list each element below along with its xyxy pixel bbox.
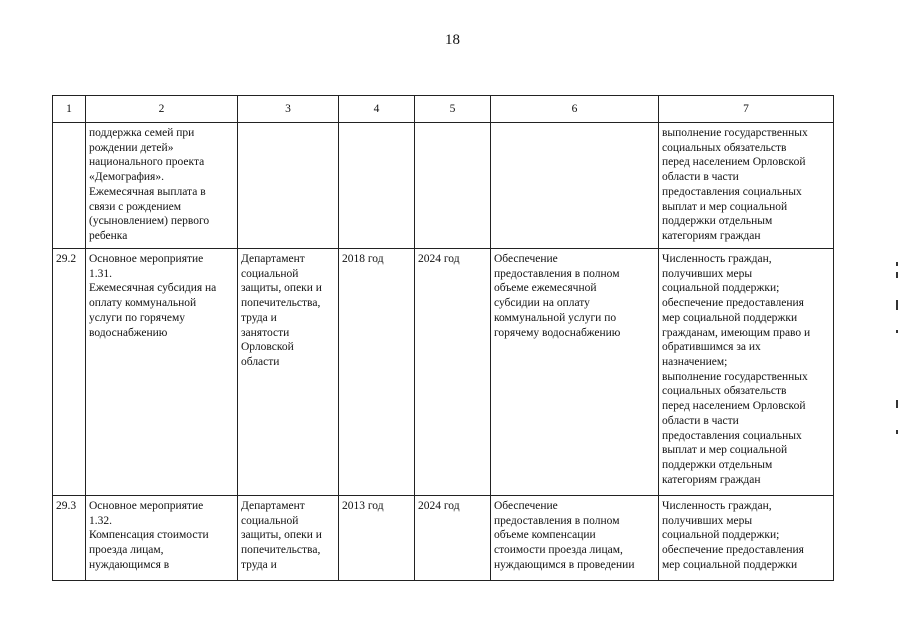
measure-name-line: водоснабжению xyxy=(89,326,168,339)
cell-end-year: 2024 год xyxy=(415,249,491,496)
measure-name-line: поддержка семей при xyxy=(89,127,195,139)
header-col-3: 3 xyxy=(238,96,339,123)
cell-executor xyxy=(238,249,339,496)
cell-indicator xyxy=(659,496,834,581)
indicator-line: выполнение государственных xyxy=(662,127,808,139)
indicator-line: социальной поддержки; xyxy=(662,282,780,295)
measure-name-line: Основное мероприятие xyxy=(89,500,204,512)
page-number: 18 xyxy=(445,32,460,48)
cell-measure-name xyxy=(86,496,238,581)
expected-result-line: горячему водоснабжению xyxy=(494,326,621,339)
measure-name-line: нуждающимся в xyxy=(89,558,170,571)
executor-line: труда и xyxy=(241,311,277,324)
indicator-line: области в части xyxy=(662,171,739,184)
indicator-line: Численность граждан, xyxy=(662,500,772,512)
measure-name-line: связи с рождением xyxy=(89,200,182,213)
indicator-line: социальных обязательств xyxy=(662,141,787,154)
indicator-line: поддержки отдельным xyxy=(662,459,773,472)
expected-result-line: Обеспечение xyxy=(494,500,558,512)
cell-expected-result xyxy=(491,249,659,496)
header-col-4: 4 xyxy=(339,96,415,123)
executor-line: защиты, опеки и xyxy=(241,529,322,542)
measure-name-line: рождении детей» xyxy=(89,141,174,154)
cell-measure-name xyxy=(86,123,238,249)
indicator-line: перед населением Орловской xyxy=(662,156,806,169)
header-row xyxy=(53,96,834,123)
expected-result-line: субсидии на оплату xyxy=(494,297,590,310)
indicator-line: мер социальной поддержки xyxy=(662,311,798,324)
indicator-line: перед населением Орловской xyxy=(662,400,806,413)
header-col-7: 7 xyxy=(659,96,834,123)
measure-name-line: (усыновлением) первого xyxy=(89,215,210,228)
expected-result-line: объеме ежемесячной xyxy=(494,282,597,295)
executor-line: Департамент xyxy=(241,500,305,512)
cell-row-number: 29.2 xyxy=(53,249,86,496)
executor-line: Департамент xyxy=(241,253,305,265)
cell-row-number xyxy=(53,123,86,249)
cell-end-year xyxy=(415,123,491,249)
executor-line: попечительства, xyxy=(241,544,321,557)
header-col-2: 2 xyxy=(86,96,238,123)
measure-name-line: «Демография». xyxy=(89,171,164,184)
cell-start-year xyxy=(339,123,415,249)
expected-result-line: стоимости проезда лицам, xyxy=(494,544,623,557)
indicator-line: обеспечение предоставления xyxy=(662,544,804,557)
cell-row-number: 29.3 xyxy=(53,496,86,581)
measure-name-line: проезда лицам, xyxy=(89,544,164,557)
program-table xyxy=(52,95,834,581)
executor-line: области xyxy=(241,356,280,369)
indicator-line: Численность граждан, xyxy=(662,253,772,265)
indicator-line: категориям граждан xyxy=(662,230,761,243)
indicator-line: получивших меры xyxy=(662,267,753,280)
indicator-line: мер социальной поддержки xyxy=(662,558,798,571)
indicator-line: выплат и мер социальной xyxy=(662,200,788,213)
table-row xyxy=(53,123,834,249)
executor-line: социальной xyxy=(241,267,299,280)
cell-executor xyxy=(238,123,339,249)
scan-edge-mark xyxy=(896,430,898,434)
measure-name-line: 1.32. xyxy=(89,514,112,527)
indicator-line: гражданам, имеющим право и xyxy=(662,326,811,339)
cell-measure-name xyxy=(86,249,238,496)
scan-edge-mark xyxy=(896,262,898,266)
indicator-line: назначением; xyxy=(662,356,728,369)
cell-indicator xyxy=(659,249,834,496)
measure-name-line: ребенка xyxy=(89,230,128,243)
expected-result-line: Обеспечение xyxy=(494,253,558,265)
expected-result-line: предоставления в полном xyxy=(494,267,620,280)
cell-start-year: 2013 год xyxy=(339,496,415,581)
measure-name-line: 1.31. xyxy=(89,267,112,280)
scan-edge-mark xyxy=(896,400,898,408)
executor-line: Орловской xyxy=(241,341,294,354)
indicator-line: поддержки отдельным xyxy=(662,215,773,228)
expected-result-line: предоставления в полном xyxy=(494,514,620,527)
cell-executor xyxy=(238,496,339,581)
indicator-line: выплат и мер социальной xyxy=(662,444,788,457)
scan-edge-mark xyxy=(896,330,898,333)
indicator-line: обеспечение предоставления xyxy=(662,297,804,310)
executor-line: защиты, опеки и xyxy=(241,282,322,295)
indicator-line: выполнение государственных xyxy=(662,370,808,383)
header-col-1: 1 xyxy=(53,96,86,123)
cell-expected-result xyxy=(491,123,659,249)
indicator-line: предоставления социальных xyxy=(662,185,802,198)
expected-result-line: объеме компенсации xyxy=(494,529,596,542)
scan-edge-mark xyxy=(896,272,898,278)
header-col-6: 6 xyxy=(491,96,659,123)
scan-edge-mark xyxy=(896,300,898,310)
executor-line: попечительства, xyxy=(241,297,321,310)
executor-line: труда и xyxy=(241,558,277,571)
measure-name-line: услуги по горячему xyxy=(89,311,186,324)
indicator-line: социальной поддержки; xyxy=(662,529,780,542)
indicator-line: категориям граждан xyxy=(662,473,761,486)
measure-name-line: Компенсация стоимости xyxy=(89,529,209,542)
cell-start-year: 2018 год xyxy=(339,249,415,496)
measure-name-line: национального проекта xyxy=(89,156,205,169)
table-row xyxy=(53,249,834,496)
executor-line: социальной xyxy=(241,514,299,527)
indicator-line: предоставления социальных xyxy=(662,429,802,442)
cell-expected-result xyxy=(491,496,659,581)
indicator-line: получивших меры xyxy=(662,514,753,527)
measure-name-line: Ежемесячная субсидия на xyxy=(89,282,217,295)
measure-name-line: Ежемесячная выплата в xyxy=(89,185,206,198)
indicator-line: обратившимся за их xyxy=(662,341,761,354)
cell-indicator xyxy=(659,123,834,249)
header-col-5: 5 xyxy=(415,96,491,123)
cell-end-year: 2024 год xyxy=(415,496,491,581)
indicator-line: социальных обязательств xyxy=(662,385,787,398)
table-row xyxy=(53,496,834,581)
expected-result-line: нуждающимся в проведении xyxy=(494,558,635,571)
measure-name-line: Основное мероприятие xyxy=(89,253,204,265)
expected-result-line: коммунальной услуги по xyxy=(494,311,617,324)
indicator-line: области в части xyxy=(662,414,739,427)
measure-name-line: оплату коммунальной xyxy=(89,297,197,310)
executor-line: занятости xyxy=(241,326,290,339)
